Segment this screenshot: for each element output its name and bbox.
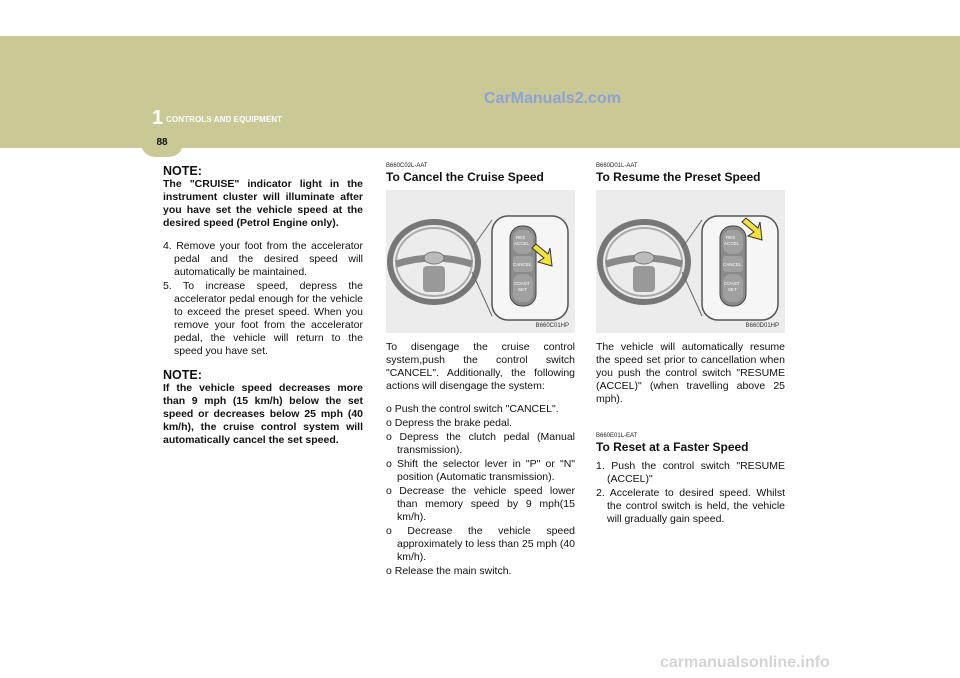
paragraph: To disengage the cruise control system,push the control switch "CANCEL". Additionally, the following actions will disengage the system: — [386, 341, 575, 392]
steering-wheel-figure-cancel — [386, 190, 575, 333]
section-code: B660E01L-EAT — [596, 433, 638, 439]
paragraph: The vehicle will automatically resume the speed set prior to cancellation when you push the control switch "RESUME (ACCEL)" (when travelling above 25 mph). — [596, 341, 785, 405]
page-number-tab — [141, 135, 183, 157]
column-left — [163, 162, 363, 447]
switch-label-accel: ACCEL — [514, 241, 530, 246]
section-heading: To Cancel the Cruise Speed — [386, 170, 544, 184]
switch-label-cancel: CANCEL — [723, 262, 742, 267]
note-heading: NOTE: — [163, 164, 202, 178]
step-list — [596, 460, 785, 526]
list-item: o Depress the clutch pedal (Manual transmission). — [386, 431, 575, 456]
list-item: o Depress the brake pedal. — [386, 417, 513, 429]
steering-wheel-figure-resume — [596, 190, 785, 333]
switch-label-res: RES — [726, 235, 736, 240]
section-number: 1 — [152, 107, 164, 129]
list-item: 2. Accelerate to desired speed. Whilst the control switch is held, the vehicle will gradually gain speed. — [596, 487, 785, 525]
switch-label-set: SET — [728, 287, 737, 292]
section-code: B660D01L-AAT — [596, 163, 638, 169]
column-right — [596, 162, 785, 536]
switch-label-accel: ACCEL — [724, 241, 740, 246]
list-item: o Release the main switch. — [386, 565, 512, 577]
switch-label-coast: COAST — [724, 281, 740, 286]
figure-code: B660C01HP — [535, 323, 569, 329]
column-middle — [386, 162, 575, 579]
section-title: CONTROLS AND EQUIPMENT — [166, 115, 283, 124]
bullet-list — [386, 403, 575, 578]
step-list — [163, 240, 363, 358]
watermark-bottom[interactable]: carmanualsonline.info — [660, 654, 830, 671]
list-item: o Shift the selector lever in "P" or "N" position (Automatic transmission). — [386, 458, 575, 483]
section-heading: To Resume the Preset Speed — [596, 170, 761, 184]
list-item: o Push the control switch "CANCEL". — [386, 403, 559, 415]
page-number: 88 — [156, 137, 168, 148]
list-item: o Decrease the vehicle speed lower than memory speed by 9 mph(15 km/h). — [386, 485, 575, 523]
list-item: o Decrease the vehicle speed approximately to less than 25 mph (40 km/h). — [386, 525, 576, 563]
switch-label-set: SET — [518, 287, 527, 292]
switch-label-coast: COAST — [514, 281, 530, 286]
note-heading: NOTE: — [163, 368, 202, 382]
section-code: B660C02L-AAT — [386, 163, 428, 169]
list-item: 1. Push the control switch "RESUME (ACCEL)" — [596, 460, 785, 485]
steering-wheel-illustration — [386, 190, 575, 333]
header-band — [0, 36, 960, 148]
switch-label-res: RES — [516, 235, 526, 240]
figure-code: B660D01HP — [745, 323, 779, 329]
switch-label-cancel: CANCEL — [513, 262, 532, 267]
note-body: The "CRUISE" indicator light in the instrument cluster will illuminate after you have set the vehicle speed at the desired speed (Petrol Engine only). — [163, 178, 363, 229]
note-body: If the vehicle speed decreases more than 9 mph (15 km/h) below the set speed or decreases below 25 mph (40 km/h), the cruise control system will automatically cancel the set speed. — [163, 382, 363, 446]
list-item: 5. To increase speed, depress the accelerator pedal enough for the vehicle to exceed the preset speed. When you remove your foot from the accelerator pedal, the vehicle will return to the speed you have set. — [163, 280, 363, 357]
steering-wheel-illustration — [596, 190, 785, 333]
list-item: 4. Remove your foot from the accelerator pedal and the desired speed will automatically be maintained. — [163, 240, 363, 278]
watermark-top[interactable]: CarManuals2.com — [484, 90, 621, 107]
section-heading: To Reset at a Faster Speed — [596, 440, 749, 454]
